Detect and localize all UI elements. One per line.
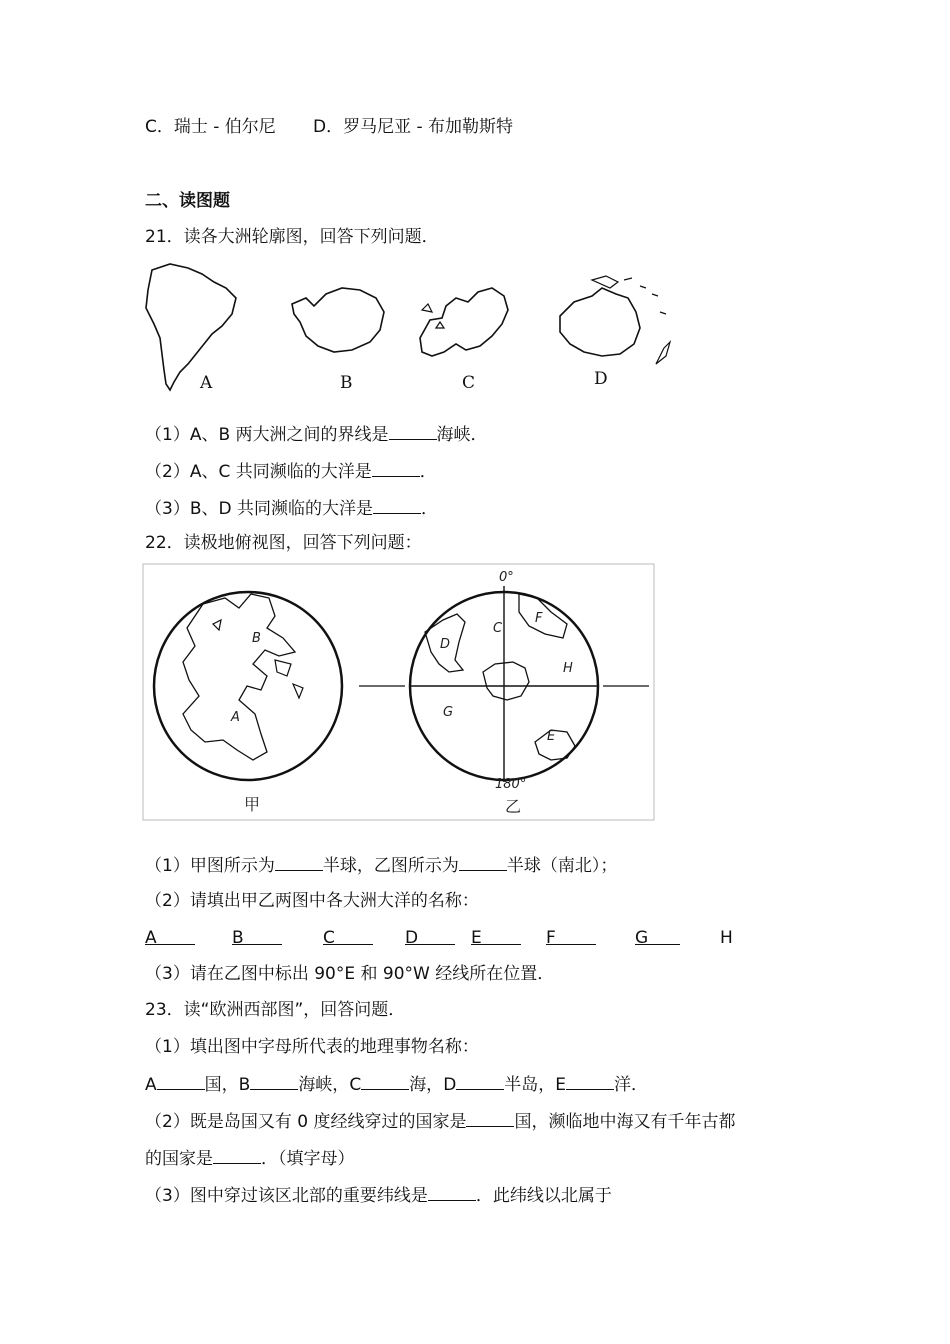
bottom-degree: 180° [495, 777, 527, 792]
answer-blank[interactable] [428, 1183, 476, 1201]
answer-blank[interactable] [466, 1109, 514, 1127]
q21-sub2: （2）A、C 共同濒临的大洋是 ． [145, 459, 437, 483]
q22-sub1: （1）甲图所示为 半球，乙图所示为 半球（南北）； [145, 853, 617, 877]
q22-sub3: （3）请在乙图中标出 90°E 和 90°W 经线所在位置． [145, 964, 555, 984]
q22-stem: 22．读极地俯视图，回答下列问题： [145, 533, 422, 553]
answer-blank[interactable] [157, 1072, 205, 1090]
polar-view-figure [143, 564, 655, 822]
answer-blank[interactable] [232, 927, 282, 945]
q23-sub1: （1）填出图中字母所代表的地理事物名称： [145, 1037, 479, 1057]
q22-sub2: （2）请填出甲乙两图中各大洲大洋的名称： [145, 891, 479, 911]
yi-label-h: H [563, 661, 573, 676]
continent-outlines-figure [140, 258, 690, 398]
map-label-d: D [594, 369, 608, 389]
answer-blank[interactable] [456, 1072, 504, 1090]
q23-fill-row: A 国，B 海峡，C 海，D 半岛，E 洋． [145, 1072, 648, 1096]
q21-sub3: （3）B、D 共同濒临的大洋是 ． [145, 496, 438, 520]
yi-label-g: G [443, 705, 454, 720]
jia-label-a: A [231, 710, 240, 725]
answer-blank[interactable] [635, 927, 680, 945]
answer-blank[interactable] [471, 927, 521, 945]
jia-label-b: B [252, 631, 261, 646]
europe-outline [420, 288, 508, 356]
q23-sub3: （3）图中穿过该区北部的重要纬线是 ．此纬线以北属于 [145, 1183, 612, 1207]
answer-blank[interactable] [405, 927, 455, 945]
map-label-a: A [200, 373, 213, 393]
answer-blank[interactable] [389, 422, 437, 440]
yi-caption: 乙 [505, 797, 522, 816]
antarctica-outline [292, 288, 384, 352]
answer-blank[interactable] [213, 1146, 261, 1164]
answer-blank[interactable] [361, 1072, 409, 1090]
yi-antarctica [483, 662, 529, 700]
answer-blank[interactable] [372, 459, 420, 477]
section-title: 二、读图题 [145, 191, 230, 211]
answer-blank[interactable] [323, 927, 373, 945]
answer-blank[interactable] [546, 927, 596, 945]
answer-blank[interactable] [566, 1072, 614, 1090]
q21-stem: 21．读各大洲轮廓图，回答下列问题． [145, 227, 439, 247]
answer-blank[interactable] [459, 853, 507, 871]
option-c: C．瑞士 - 伯尔尼 [145, 117, 276, 137]
answer-blank[interactable] [145, 927, 195, 945]
yi-label-d: D [440, 637, 451, 652]
yi-label-e: E [547, 729, 556, 744]
yi-label-c: C [493, 621, 503, 636]
answer-blank[interactable] [250, 1072, 298, 1090]
q23-sub2-line1: （2）既是岛国又有 0 度经线穿过的国家是 国，濒临地中海又有千年古都 [145, 1109, 735, 1133]
q22-fill-row: A B C D E F G H [145, 928, 733, 948]
option-d: D．罗马尼亚 - 布加勒斯特 [313, 117, 514, 137]
yi-label-f: F [535, 611, 543, 626]
q21-sub1: （1）A、B 两大洲之间的界线是 海峡． [145, 422, 488, 446]
jia-landmass [183, 594, 295, 760]
map-label-b: B [340, 373, 353, 393]
q23-stem: 23．读“欧洲西部图”，回答问题． [145, 1000, 406, 1020]
jia-caption: 甲 [244, 795, 261, 814]
south-america-outline [146, 264, 236, 390]
oceania-outline [560, 288, 640, 356]
answer-blank[interactable] [373, 496, 421, 514]
top-degree: 0° [499, 570, 514, 585]
map-label-c: C [462, 373, 476, 393]
answer-blank[interactable] [275, 853, 323, 871]
q23-sub2-line2: 的国家是 ．（填字母） [145, 1146, 355, 1170]
